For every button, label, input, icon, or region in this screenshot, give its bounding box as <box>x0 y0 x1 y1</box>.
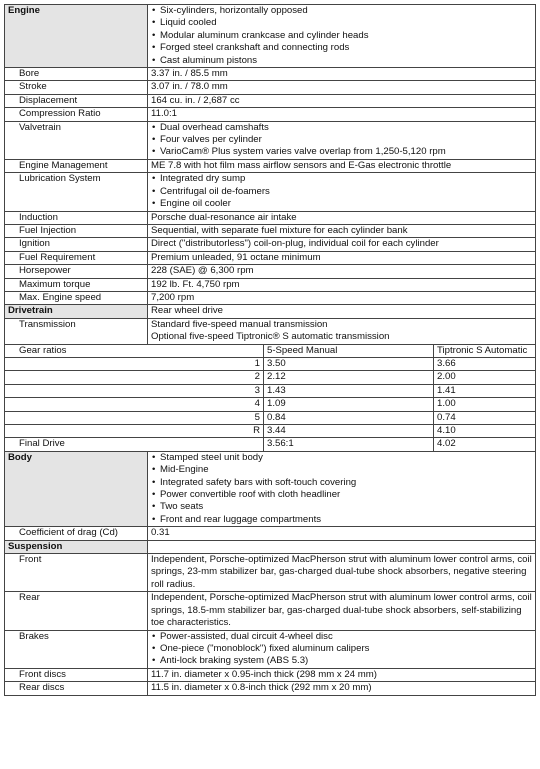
horsepower-row <box>5 265 536 278</box>
bore-value: 3.37 in. / 85.5 mm <box>148 68 536 81</box>
valvetrain-item: • Four valves per cylinder <box>151 134 532 146</box>
gear-row <box>5 371 536 384</box>
engine-feature: • Cast aluminum pistons <box>151 55 532 67</box>
valvetrain-item: • Dual overhead camshafts <box>151 122 532 134</box>
drivetrain-value: Rear wheel drive <box>148 305 536 318</box>
gear-row <box>5 398 536 411</box>
horsepower-value: 228 (SAE) @ 6,300 rpm <box>148 265 536 278</box>
brakes-item: • One-piece ("monoblock") fixed aluminum calipers <box>151 643 532 655</box>
fuel-injection-row <box>5 224 536 237</box>
drivetrain-section-row <box>5 305 536 318</box>
valvetrain-label: Valvetrain <box>5 121 148 159</box>
gear-ratios-label: Gear ratios <box>5 344 264 357</box>
ignition-row <box>5 238 536 251</box>
stroke-label: Stroke <box>5 81 148 94</box>
torque-label: Maximum torque <box>5 278 148 291</box>
transmission-line: Standard five-speed manual transmission <box>151 318 328 330</box>
body-feature: • Mid-Engine <box>151 464 532 476</box>
max-speed-row <box>5 291 536 304</box>
engine-heading: Engine <box>5 5 148 68</box>
suspension-section-row <box>5 540 536 553</box>
drivetrain-heading: Drivetrain <box>5 305 148 318</box>
rear-suspension-row <box>5 592 536 630</box>
fuel-requirement-row <box>5 251 536 264</box>
rear-suspension-value: Independent, Porsche-optimized MacPherson strut with aluminum lower control arms, coil springs, 18.5-mm stabilizer bar, gas-charged dual-tube shock absorbers, self-stabilizing toe characteristics. <box>148 592 536 630</box>
gear-ratios-header-row <box>5 344 536 357</box>
gear-number: 3 <box>5 384 264 397</box>
engine-feature: • Modular aluminum crankcase and cylinder heads <box>151 30 532 42</box>
management-value: ME 7.8 with hot film mass airflow sensors and E-Gas electronic throttle <box>148 159 536 172</box>
gear-number: R <box>5 425 264 438</box>
engine-features <box>148 5 536 68</box>
torque-value: 192 lb. Ft. 4,750 rpm <box>148 278 536 291</box>
body-feature: • Power convertible roof with cloth headliner <box>151 489 532 501</box>
final-drive-manual: 3.56:1 <box>264 438 434 451</box>
front-suspension-row <box>5 554 536 592</box>
lubrication-row <box>5 173 536 211</box>
rear-discs-row <box>5 682 536 695</box>
gear-row <box>5 411 536 424</box>
bore-row <box>5 68 536 81</box>
transmission-line: Optional five-speed Tiptronic® S automatic transmission <box>151 331 390 343</box>
rear-suspension-label: Rear <box>5 592 148 630</box>
gear-auto-ratio: 1.41 <box>434 384 536 397</box>
suspension-heading: Suspension <box>5 540 148 553</box>
displacement-row <box>5 94 536 107</box>
front-discs-label: Front discs <box>5 668 148 681</box>
front-discs-value: 11.7 in. diameter x 0.95-inch thick (298 mm x 24 mm) <box>148 668 536 681</box>
engine-section-row <box>5 5 536 68</box>
valvetrain-value <box>148 121 536 159</box>
gear-manual-ratio: 3.44 <box>264 425 434 438</box>
rear-discs-label: Rear discs <box>5 682 148 695</box>
gear-row <box>5 425 536 438</box>
body-feature: • Stamped steel unit body <box>151 452 532 464</box>
drag-label: Coefficient of drag (Cd) <box>5 527 148 540</box>
brakes-item: • Power-assisted, dual circuit 4-wheel disc <box>151 631 532 643</box>
gear-number: 4 <box>5 398 264 411</box>
gear-manual-ratio: 0.84 <box>264 411 434 424</box>
manual-col-header: 5-Speed Manual <box>264 344 434 357</box>
engine-feature: • Forged steel crankshaft and connecting rods <box>151 42 532 54</box>
final-drive-auto: 4.02 <box>434 438 536 451</box>
transmission-label: Transmission <box>5 318 148 344</box>
lubrication-value <box>148 173 536 211</box>
lubrication-label: Lubrication System <box>5 173 148 211</box>
auto-col-header: Tiptronic S Automatic <box>434 344 536 357</box>
lubrication-item: • Integrated dry sump <box>151 173 532 185</box>
valvetrain-item: • VarioCam® Plus system varies valve overlap from 1,250-5,120 rpm <box>151 146 532 158</box>
transmission-value <box>148 318 536 344</box>
front-suspension-label: Front <box>5 554 148 592</box>
induction-label: Induction <box>5 211 148 224</box>
drag-row <box>5 527 536 540</box>
lubrication-item: • Centrifugal oil de-foamers <box>151 186 532 198</box>
compression-row <box>5 108 536 121</box>
gear-auto-ratio: 2.00 <box>434 371 536 384</box>
final-drive-label: Final Drive <box>5 438 264 451</box>
induction-row <box>5 211 536 224</box>
brakes-label: Brakes <box>5 630 148 668</box>
gear-row <box>5 357 536 370</box>
gear-number: 2 <box>5 371 264 384</box>
transmission-row <box>5 318 536 344</box>
engine-feature: • Liquid cooled <box>151 17 532 29</box>
displacement-value: 164 cu. in. / 2,687 cc <box>148 94 536 107</box>
gear-number: 5 <box>5 411 264 424</box>
engine-feature: • Six-cylinders, horizontally opposed <box>151 5 532 17</box>
fuel-injection-label: Fuel Injection <box>5 224 148 237</box>
brakes-item: • Anti-lock braking system (ABS 5.3) <box>151 655 532 667</box>
bore-label: Bore <box>5 68 148 81</box>
gear-row <box>5 384 536 397</box>
body-section-row <box>5 451 536 526</box>
gear-auto-ratio: 0.74 <box>434 411 536 424</box>
fuel-injection-value: Sequential, with separate fuel mixture for each cylinder bank <box>148 224 536 237</box>
ignition-label: Ignition <box>5 238 148 251</box>
fuel-requirement-label: Fuel Requirement <box>5 251 148 264</box>
body-feature: • Two seats <box>151 501 532 513</box>
brakes-value <box>148 630 536 668</box>
brakes-row <box>5 630 536 668</box>
lubrication-item: • Engine oil cooler <box>151 198 532 210</box>
drag-value: 0.31 <box>148 527 536 540</box>
ignition-value: Direct ("distributorless") coil-on-plug, individual coil for each cylinder <box>148 238 536 251</box>
valvetrain-row <box>5 121 536 159</box>
compression-value: 11.0:1 <box>148 108 536 121</box>
gear-number: 1 <box>5 357 264 370</box>
body-heading: Body <box>5 451 148 526</box>
gear-manual-ratio: 2.12 <box>264 371 434 384</box>
gear-auto-ratio: 3.66 <box>434 357 536 370</box>
max-speed-label: Max. Engine speed <box>5 291 148 304</box>
final-drive-row <box>5 438 536 451</box>
gear-auto-ratio: 1.00 <box>434 398 536 411</box>
compression-label: Compression Ratio <box>5 108 148 121</box>
gear-manual-ratio: 3.50 <box>264 357 434 370</box>
gear-manual-ratio: 1.43 <box>264 384 434 397</box>
gear-auto-ratio: 4.10 <box>434 425 536 438</box>
body-feature: • Front and rear luggage compartments <box>151 514 532 526</box>
body-features <box>148 451 536 526</box>
front-suspension-value: Independent, Porsche-optimized MacPherson strut with aluminum lower control arms, coil springs, 23-mm stabilizer bar, gas-charged dual-tube shock absorbers, negative steering roll radius. <box>148 554 536 592</box>
gear-manual-ratio: 1.09 <box>264 398 434 411</box>
suspension-blank <box>148 540 536 553</box>
max-speed-value: 7,200 rpm <box>148 291 536 304</box>
fuel-requirement-value: Premium unleaded, 91 octane minimum <box>148 251 536 264</box>
stroke-value: 3.07 in. / 78.0 mm <box>148 81 536 94</box>
body-feature: • Integrated safety bars with soft-touch covering <box>151 477 532 489</box>
management-label: Engine Management <box>5 159 148 172</box>
torque-row <box>5 278 536 291</box>
spec-table <box>4 4 536 696</box>
horsepower-label: Horsepower <box>5 265 148 278</box>
displacement-label: Displacement <box>5 94 148 107</box>
stroke-row <box>5 81 536 94</box>
front-discs-row <box>5 668 536 681</box>
rear-discs-value: 11.5 in. diameter x 0.8-inch thick (292 mm x 20 mm) <box>148 682 536 695</box>
induction-value: Porsche dual-resonance air intake <box>148 211 536 224</box>
management-row <box>5 159 536 172</box>
